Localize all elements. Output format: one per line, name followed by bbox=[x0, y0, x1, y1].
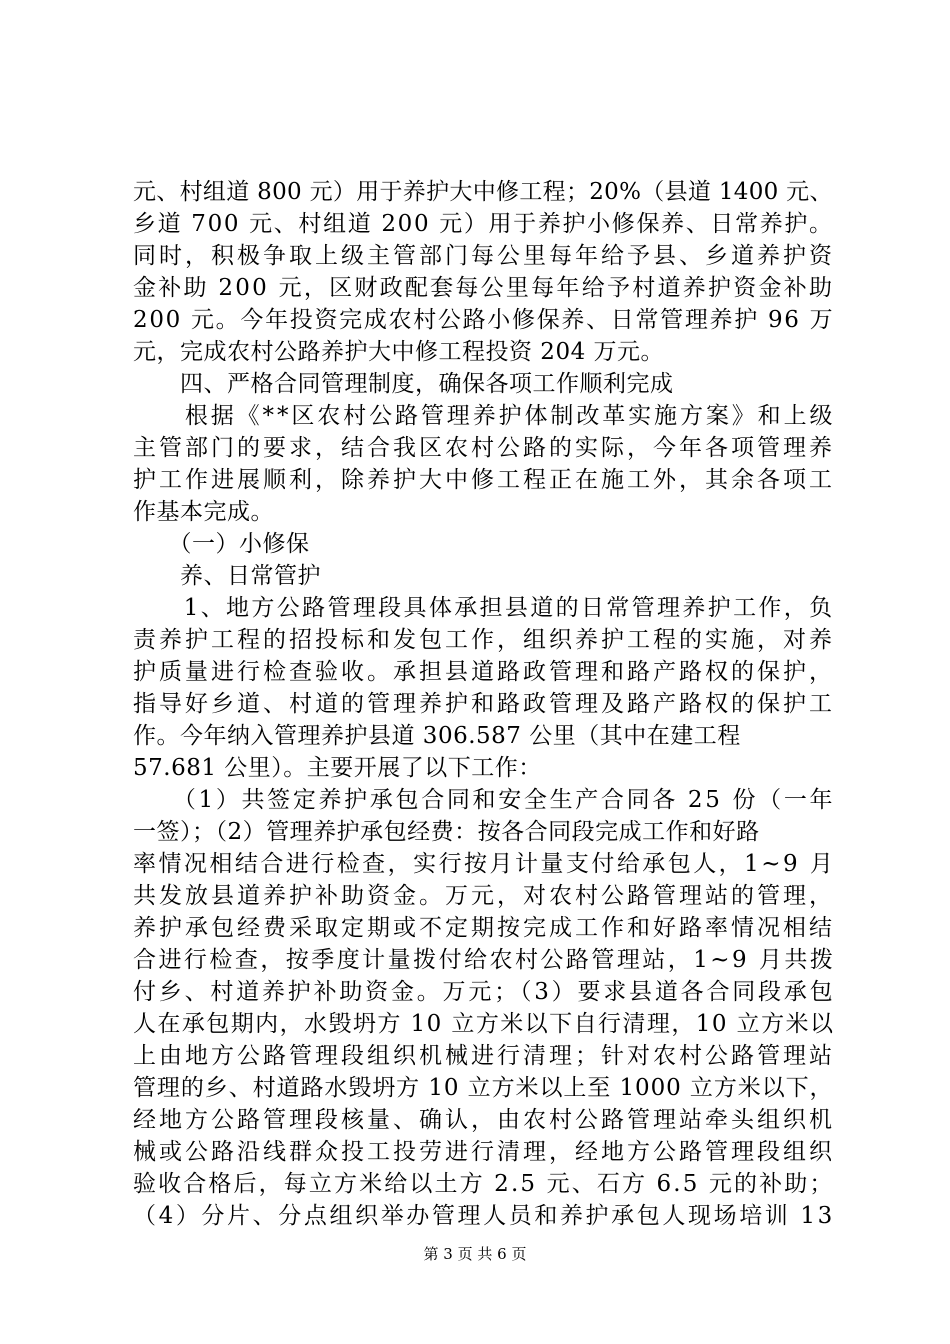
text-line: 共发放县道养护补助资金。万元，对农村公路管理站的管理， bbox=[133, 883, 835, 909]
text-line: 同时，积极争取上级主管部门每公里每年给予县、乡道养护资 bbox=[133, 243, 835, 269]
text-line: 根据《**区农村公路管理养护体制改革实施方案》和上级 bbox=[133, 403, 836, 429]
text-line: 作。今年纳入管理养护县道 306.587 公里（其中在建工程 bbox=[133, 723, 741, 749]
text-line: 指导好乡道、村道的管理养护和路政管理及路产路权的保护工 bbox=[133, 691, 835, 717]
text-line: 合进行检查，按季度计量拨付给农村公路管理站，1~9 月共拨 bbox=[133, 947, 836, 973]
text-line: 械或公路沿线群众投工投劳进行清理，经地方公路管理段组织 bbox=[133, 1139, 835, 1165]
text-line: 主管部门的要求，结合我区农村公路的实际，今年各项管理养 bbox=[133, 435, 835, 461]
text-line: 人在承包期内，水毁坍方 10 立方米以下自行清理，10 立方米以 bbox=[133, 1011, 835, 1037]
text-line: 200 元。今年投资完成农村公路小修保养、日常管理养护 96 万 bbox=[133, 307, 835, 333]
text-line: 上由地方公路管理段组织机械进行清理；针对农村公路管理站 bbox=[133, 1043, 835, 1069]
text-line: 作基本完成。 bbox=[133, 499, 274, 525]
text-line: 一签）；（2）管理养护承包经费：按各合同段完成工作和好路 bbox=[133, 819, 760, 845]
text-line: （4）分片、分点组织举办管理人员和养护承包人现场培训 13 bbox=[133, 1203, 835, 1229]
body-text bbox=[133, 176, 836, 1232]
text-line: 养、日常管护 bbox=[133, 563, 321, 589]
text-line: 责养护工程的招投标和发包工作，组织养护工程的实施，对养 bbox=[133, 627, 835, 653]
text-line: 付乡、村道养护补助资金。万元；（3）要求县道各合同段承包 bbox=[133, 979, 836, 1005]
page-footer: 第 3 页 共 6 页 bbox=[423, 1245, 527, 1263]
text-line: 乡道 700 元、村组道 200 元）用于养护小修保养、日常养护。 bbox=[133, 211, 834, 237]
text-line: 元、村组道 800 元）用于养护大中修工程；20%（县道 1400 元、 bbox=[133, 179, 833, 205]
text-line: 管理的乡、村道路水毁坍方 10 立方米以上至 1000 立方米以下， bbox=[133, 1075, 834, 1101]
text-line: 经地方公路管理段核量、确认，由农村公路管理站牵头组织机 bbox=[133, 1107, 835, 1133]
text-line: 护质量进行检查验收。承担县道路政管理和路产路权的保护， bbox=[133, 659, 835, 685]
text-line: 护工作进展顺利，除养护大中修工程正在施工外，其余各项工 bbox=[133, 467, 835, 493]
text-line: 元，完成农村公路养护大中修工程投资 204 万元。 bbox=[133, 339, 665, 365]
text-line: 养护承包经费采取定期或不定期按完成工作和好路率情况相结 bbox=[133, 915, 835, 941]
text-line: 57.681 公里）。主要开展了以下工作： bbox=[133, 755, 542, 781]
text-line: （1）共签定养护承包合同和安全生产合同各 25 份（一年 bbox=[133, 787, 836, 813]
text-line: 1、地方公路管理段具体承担县道的日常管理养护工作，负 bbox=[133, 595, 835, 621]
text-line: 率情况相结合进行检查，实行按月计量支付给承包人，1~9 月 bbox=[133, 851, 836, 877]
text-line: 验收合格后，每立方米给以土方 2.5 元、石方 6.5 元的补助； bbox=[133, 1171, 835, 1197]
text-line: 四、严格合同管理制度，确保各项工作顺利完成 bbox=[133, 371, 674, 397]
text-line: （一）小修保 bbox=[133, 531, 310, 557]
text-line: 金补助 200 元，区财政配套每公里每年给予村道养护资金补助 bbox=[133, 275, 835, 301]
